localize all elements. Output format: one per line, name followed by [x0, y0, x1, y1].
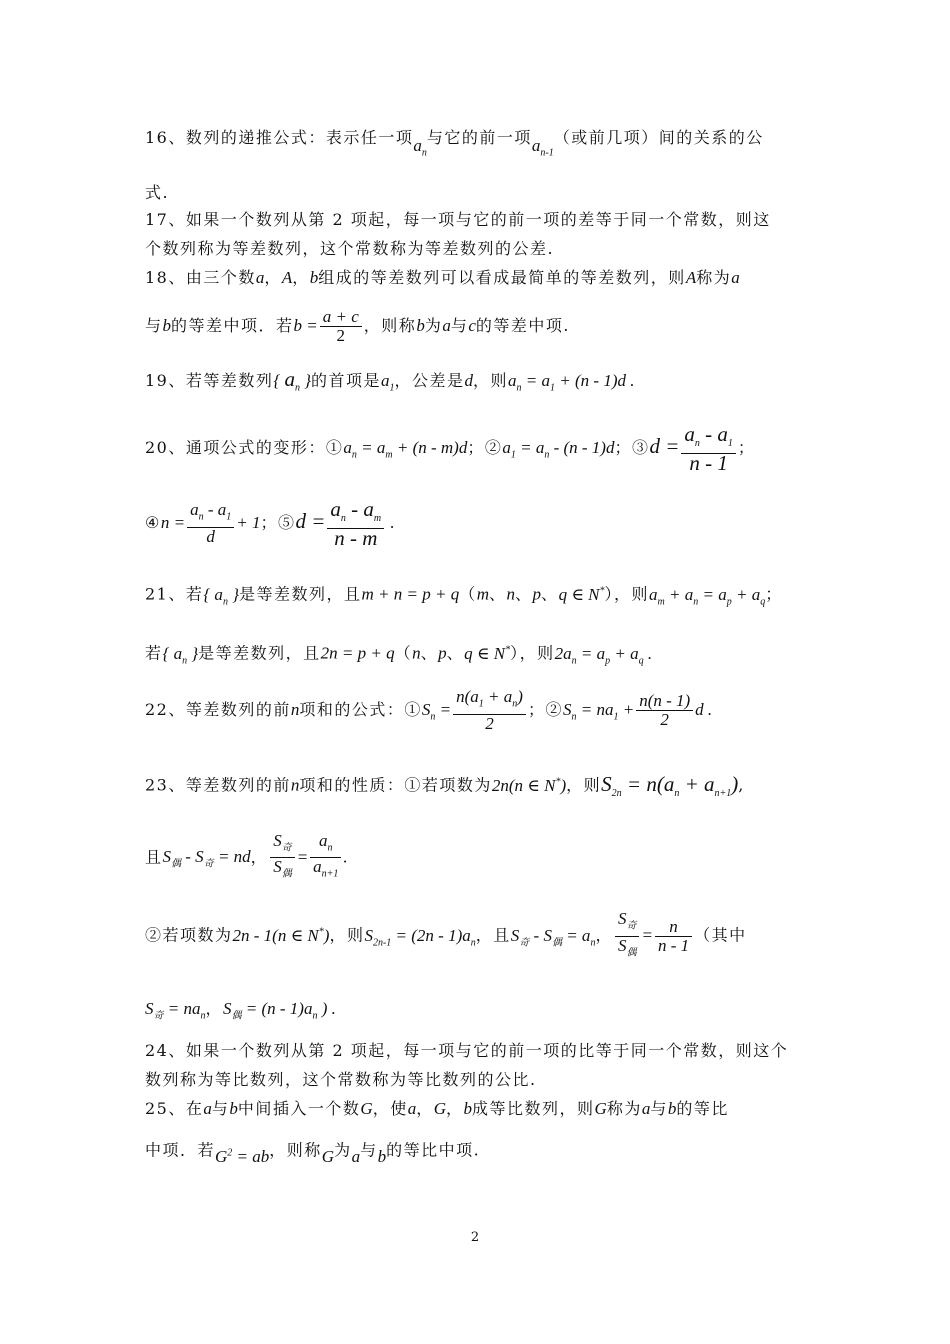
item-19-line: 19、若等差数列{ $a_n$ }的首项是$a_1$，公差是d，则$a_n = a_1 + (n - 1)d$ . [145, 367, 635, 394]
item-23-line-1: 23、等差数列的前n项和的性质：①若项数为2n(n ∈ N*)，则$S_{2n} = n(a_n + a_{n+1})$, [145, 771, 745, 799]
page-number: 2 [470, 1230, 480, 1245]
item-21-line-1: 21、若{ $a_n$ }是等差数列，且m + n = p + q（m、n、p、q ∈ N*），则$a_m + a_n = a_p + a_q$； [145, 584, 783, 608]
item-25-line-1: 25、在a与b中间插入一个数G，使a，G，b成等比数列，则G称为a与b的等比 [145, 1099, 729, 1118]
item-18-line-1: 18、由三个数a，A，b组成的等差数列可以看成最简单的等差数列，则A称为a [145, 268, 740, 287]
item-25-line-2: 中项．若$G^2$ = ab，则称G为a与b的等比中项. [145, 1140, 481, 1166]
item-24-line-1: 24、如果一个数列从第 2 项起，每一项与它的前一项的比等于同一个常数，则这个 [145, 1041, 789, 1060]
item-16-line-1: 16、数列的递推公式：表示任一项$a_n$与它的前一项$a_{n-1}$（或前几项）间的关系的公 [145, 128, 764, 159]
item-23-line-3: ②若项数为2n - 1(n ∈ N*)，则$S_{2n-1} = (2n - 1)a_n$，且$S_奇 - S_偶 = a_n$， $\frac{S_奇}{S_偶}$ = $\frac{n}{n - 1}$ （其中 [145, 909, 747, 959]
item-17-line-1: 17、如果一个数列从第 2 项起，每一项与它的前一项的差等于同一个常数，则这 [145, 210, 771, 229]
item-20-line-1: 20、通项公式的变形：$①a_n = a_m + (n - m)d$；$②a_1 = a_n - (n - 1)d$；③d = $\frac{a_n - a_1}{n - 1}$ ； [145, 422, 756, 476]
item-18-line-2: 与b的等差中项．若b = $\frac{a + c}{2}$ ，则称b为a与c的等差中项. [145, 307, 570, 345]
item-22-line: 22、等差数列的前n项和的公式：$①S_n$ = $\frac{n(a_1 + a_n)}{2}$ ；$②S_n = na_1$ + $\frac{n(n - 1)}{2}$ d . [145, 687, 713, 733]
item-16-line-2: 式. [145, 183, 170, 202]
item-23-line-2: 且$S_偶 - S_奇$ = nd， $\frac{S_奇}{S_偶}$ = $\frac{a_n}{a_{n+1}}$ . [145, 831, 348, 880]
item-17-line-2: 个数列称为等差数列，这个常数称为等差数列的公差. [145, 239, 555, 258]
item-20-line-2: ④n = $\frac{a_n - a_1}{d}$ + 1；⑤d = $\frac{a_n - a_m}{n - m}$ . [145, 497, 395, 551]
item-24-line-2: 数列称为等比数列，这个常数称为等比数列的公比. [145, 1070, 537, 1089]
item-23-line-4: $S_奇 = na_n$，$S_偶 = (n - 1)a_n$ ) . [145, 999, 336, 1022]
item-21-line-2: 若{ $a_n$ }是等差数列，且2n = p + q（n、p、q ∈ N*），则$2a_n = a_p + a_q$ . [145, 643, 653, 667]
